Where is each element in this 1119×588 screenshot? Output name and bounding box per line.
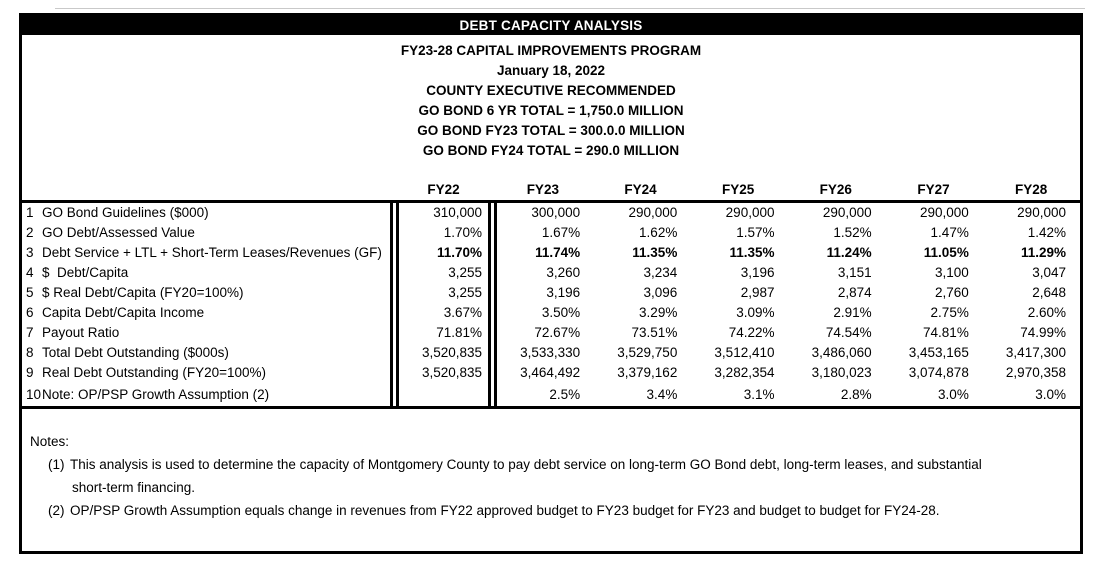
fy22-cell-value: 1.70% [443, 225, 482, 240]
table-row-label [22, 303, 390, 323]
row-label: Payout Ratio [42, 325, 120, 340]
cell-value: 290,000 [628, 205, 678, 220]
cell-value: 11.29% [1020, 245, 1066, 260]
note-text [70, 499, 940, 522]
year-column-header: FY27 [917, 182, 950, 197]
table-row-label [22, 323, 390, 343]
label-column-spacer [22, 180, 393, 200]
cell-value: 3,151 [837, 265, 872, 280]
cell-value: 2.60% [1027, 305, 1066, 320]
row-number: 7 [26, 325, 34, 340]
table-row-label [22, 223, 390, 243]
cell-value: 3,074,878 [908, 365, 969, 380]
cell-value: 290,000 [1017, 205, 1066, 220]
cell-value: 2,648 [1032, 285, 1066, 300]
table-row-values [497, 243, 1080, 263]
row-number: 3 [26, 245, 34, 260]
row-number: 9 [26, 365, 34, 380]
year-column-header: FY25 [722, 182, 755, 197]
table-row-values [497, 363, 1080, 383]
cell-value: 3,234 [643, 265, 678, 280]
title-bar [22, 16, 1080, 35]
table-row-label [22, 203, 390, 223]
cell-value: 3.4% [646, 387, 678, 402]
cell-value: 290,000 [822, 205, 872, 220]
note-marker: (2) [48, 503, 65, 518]
note-text-line: OP/PSP Growth Assumption equals change in revenues from FY22 approved budget to FY23 budget for FY23 and budget to budget for FY24-28. [70, 503, 940, 518]
cell-value: 1.52% [833, 225, 872, 240]
cell-value: 1.42% [1027, 225, 1066, 240]
fy22-cell-value: 3,520,835 [421, 345, 482, 360]
row-label-column [22, 203, 393, 406]
cell-value: 74.81% [923, 325, 969, 340]
cell-value: 3,453,165 [908, 345, 969, 360]
cell-value: 2.8% [840, 387, 872, 402]
cell-value: 3,282,354 [714, 365, 775, 380]
note-item [30, 453, 1080, 499]
cell-value: 1.62% [639, 225, 678, 240]
note-text-line: short-term financing. [72, 480, 196, 495]
row-label: GO Bond Guidelines ($000) [42, 205, 209, 220]
notes-list [30, 453, 1080, 522]
year-column-header: FY22 [427, 182, 460, 197]
table-row-label [22, 283, 390, 303]
cell-value: 3,379,162 [617, 365, 678, 380]
document-page [19, 13, 1083, 554]
cell-value: 3,047 [1032, 265, 1066, 280]
row-number: 6 [26, 305, 34, 320]
cell-value: 2.91% [833, 305, 872, 320]
row-label: $ Real Debt/Capita (FY20=100%) [42, 285, 244, 300]
fy22-cell-value: 3,520,835 [421, 365, 482, 380]
table-row-values [497, 223, 1080, 243]
table-body [22, 200, 1080, 409]
table-row-label [22, 363, 390, 383]
note-text-line: This analysis is used to determine the capacity of Montgomery County to pay debt service on long-term GO Bond debt, long-term leases, and substantial [70, 457, 982, 472]
cell-value: 3,180,023 [811, 365, 872, 380]
cell-value: 2,970,358 [1005, 365, 1066, 380]
cell-value: 3.29% [639, 305, 678, 320]
cell-value: 3,529,750 [617, 345, 678, 360]
cell-value: 11.74% [535, 245, 581, 260]
cell-value: 3,417,300 [1005, 345, 1066, 360]
table-row-label [22, 343, 390, 363]
cell-value: 3,512,410 [714, 345, 775, 360]
fy22-column [396, 203, 491, 406]
table-row-label [22, 263, 390, 283]
cell-value: 2,987 [740, 285, 775, 300]
year-header-row [22, 180, 1080, 200]
table-row-values [497, 323, 1080, 343]
row-number: 8 [26, 345, 34, 360]
row-label: $ Debt/Capita [42, 265, 129, 280]
cell-value: 3,260 [546, 265, 581, 280]
cell-value: 73.51% [631, 325, 678, 340]
cell-value: 3.0% [1035, 387, 1066, 402]
cell-value: 3.50% [541, 305, 581, 320]
row-label: Debt Service + LTL + Short-Term Leases/Revenues (GF) [42, 245, 382, 260]
table-row-values [497, 263, 1080, 283]
row-number: 1 [26, 205, 34, 220]
report-header-line: GO BOND FY23 TOTAL = 300.0.0 MILLION [417, 123, 685, 138]
cell-value: 11.24% [826, 245, 872, 260]
note-text [70, 453, 982, 499]
notes-section [22, 430, 1080, 522]
row-number: 5 [26, 285, 34, 300]
cell-value: 300,000 [531, 205, 581, 220]
cell-value: 2,874 [837, 285, 872, 300]
cell-value: 74.54% [825, 325, 872, 340]
scan-artifact-line [55, 8, 1085, 9]
report-header-line: January 18, 2022 [496, 63, 606, 78]
row-label: Capita Debt/Capita Income [42, 305, 205, 320]
cell-value: 74.22% [728, 325, 775, 340]
report-header-line: GO BOND 6 YR TOTAL = 1,750.0 MILLION [418, 103, 684, 118]
report-header-line: COUNTY EXECUTIVE RECOMMENDED [426, 83, 676, 98]
fy22-cell-value: 3,255 [448, 265, 482, 280]
cell-value: 3,100 [935, 265, 969, 280]
year-column-header: FY28 [1015, 182, 1048, 197]
table-row-label [22, 383, 390, 406]
fy22-cell-value: 310,000 [433, 205, 482, 220]
table-row-values [497, 303, 1080, 323]
fy22-cell-value: 11.70% [436, 245, 482, 260]
row-number: 2 [26, 225, 34, 240]
year-column-header: FY23 [526, 182, 559, 197]
table-row-label [22, 243, 390, 263]
cell-value: 290,000 [725, 205, 775, 220]
cell-value: 74.99% [1020, 325, 1066, 340]
row-label: Real Debt Outstanding (FY20=100%) [42, 365, 267, 380]
cell-value: 3.0% [938, 387, 969, 402]
notes-heading: Notes: [30, 434, 70, 449]
cell-value: 3,486,060 [811, 345, 872, 360]
note-marker: (1) [48, 457, 65, 472]
table-row-values [497, 383, 1080, 406]
table-row-values [497, 343, 1080, 363]
table-row-values [497, 203, 1080, 223]
cell-value: 1.47% [930, 225, 969, 240]
cell-value: 1.67% [541, 225, 581, 240]
fy22-cell-value: 3.67% [443, 305, 482, 320]
row-label: Total Debt Outstanding ($000s) [42, 345, 229, 360]
fy23-28-columns [494, 203, 1080, 406]
year-column-header: FY26 [819, 182, 852, 197]
fy22-cell-value: 71.81% [436, 325, 482, 340]
row-number: 4 [26, 265, 34, 280]
cell-value: 3,096 [643, 285, 678, 300]
note-item [30, 499, 1080, 522]
report-header-line: FY23-28 CAPITAL IMPROVEMENTS PROGRAM [400, 43, 702, 58]
cell-value: 2,760 [935, 285, 969, 300]
fy22-cell-value [399, 383, 488, 406]
year-column-header: FY24 [624, 182, 657, 197]
cell-value: 3,196 [546, 285, 581, 300]
row-number: 10 [26, 387, 42, 402]
cell-value: 3.09% [736, 305, 775, 320]
cell-value: 290,000 [920, 205, 969, 220]
cell-value: 3.1% [743, 387, 775, 402]
fy22-cell-value: 3,255 [448, 285, 482, 300]
page-title: DEBT CAPACITY ANALYSIS [459, 18, 643, 33]
table-row-values [497, 283, 1080, 303]
cell-value: 11.35% [632, 245, 678, 260]
cell-value: 3,464,492 [520, 365, 581, 380]
cell-value: 2.5% [549, 387, 581, 402]
report-header-line: GO BOND FY24 TOTAL = 290.0 MILLION [422, 143, 680, 158]
row-label: GO Debt/Assessed Value [42, 225, 195, 240]
cell-value: 3,533,330 [520, 345, 581, 360]
report-header [22, 41, 1080, 161]
cell-value: 11.05% [923, 245, 969, 260]
cell-value: 2.75% [930, 305, 969, 320]
cell-value: 1.57% [736, 225, 775, 240]
cell-value: 11.35% [729, 245, 775, 260]
cell-value: 72.67% [534, 325, 581, 340]
row-label: Note: OP/PSP Growth Assumption (2) [42, 387, 270, 402]
cell-value: 3,196 [740, 265, 775, 280]
